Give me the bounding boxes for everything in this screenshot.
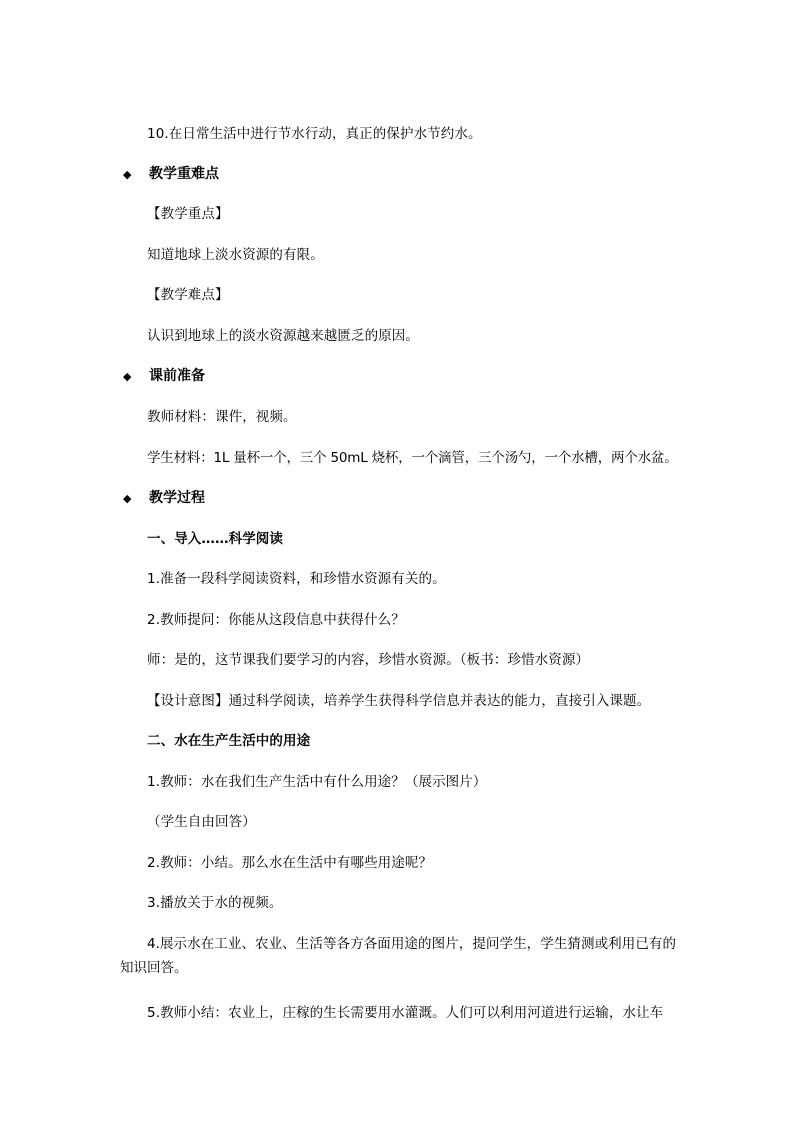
part2-item-5: 5.教师小结：农业上，庄稼的生长需要用水灌溉。人们可以利用河道进行运输，水让车	[147, 1005, 664, 1021]
student-materials: 学生材料：1L 量杯一个，三个 50mL 烧杯，一个滴管，三个汤勺，一个水槽，两个水盆。	[147, 450, 678, 466]
goal-10: 10.在日常生活中进行节水行动，真正的保护水节约水。	[147, 126, 482, 142]
key-text: 知道地球上淡水资源的有限。	[147, 247, 324, 263]
diamond-bullet-icon: ◆	[123, 370, 132, 383]
section-title: 教学过程	[149, 490, 205, 506]
part1-item-1: 1.准备一段科学阅读资料，和珍惜水资源有关的。	[147, 571, 446, 587]
section-title: 教学重难点	[149, 166, 219, 182]
difficulty-label: 【教学难点】	[147, 287, 229, 303]
part2-item-3: 3.播放关于水的视频。	[147, 895, 283, 911]
diamond-bullet-icon: ◆	[123, 168, 132, 181]
part2-item-2: 2.教师：小结。那么水在生活中有哪些用途呢？	[147, 855, 433, 871]
part2-item-1: 1.教师：水在我们生产生活中有什么用途？（展示图片）	[147, 774, 487, 790]
part2-title: 二、水在生产生活中的用途	[147, 733, 311, 749]
key-label: 【教学重点】	[147, 206, 229, 222]
teacher-materials: 教师材料：课件，视频。	[147, 409, 297, 425]
part1-item-3: 师：是的，这节课我们要学习的内容，珍惜水资源。（板书：珍惜水资源）	[147, 652, 590, 668]
part2-item-4: 4.展示水在工业、农业、生活等各方各面用途的图片，提问学生，学生猜测或利用已有的知识回答。	[120, 936, 676, 976]
part2-item-1b: （学生自由回答）	[147, 814, 256, 830]
diamond-bullet-icon: ◆	[123, 492, 132, 505]
part1-title: 一、导入……科学阅读	[147, 531, 283, 547]
difficulty-text: 认识到地球上的淡水资源越来越匮乏的原因。	[147, 328, 419, 344]
part1-design-intent: 【设计意图】通过科学阅读，培养学生获得科学信息并表达的能力，直接引入课题。	[147, 693, 651, 709]
section-preparation	[123, 367, 205, 386]
section-key-points	[123, 165, 219, 184]
section-process	[123, 489, 205, 508]
part1-item-2: 2.教师提问：你能从这段信息中获得什么？	[147, 612, 405, 628]
section-title: 课前准备	[149, 368, 205, 384]
